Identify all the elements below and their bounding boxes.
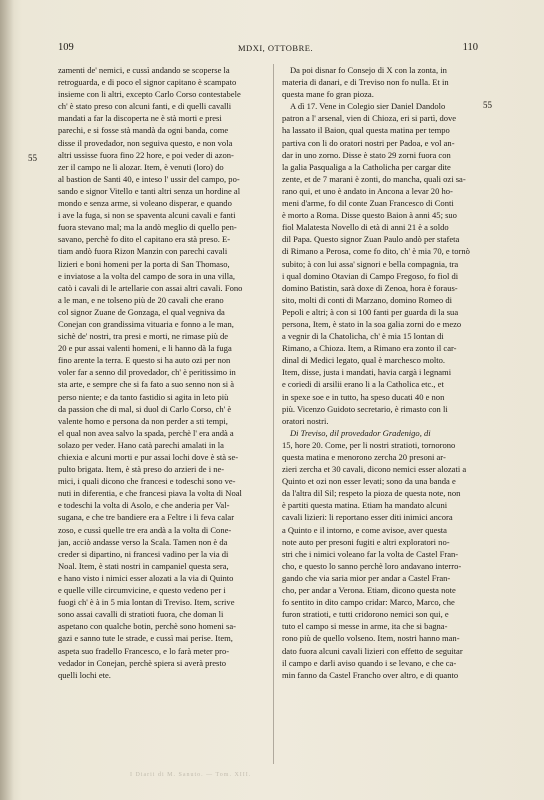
text-line: jan, acciò andasse verso la Scala. Tamen non è da [58,536,228,547]
text-line: tiam andò fuora Rizon Manzin con parechi cavali [58,246,228,257]
text-line: e inviatose a la volta del campo de sora in una villa, [58,270,236,281]
text-line: Di Treviso, dil provedador Gradenigo, di [290,427,431,438]
column-divider [273,64,274,764]
text-line: valente homo e persona da non perder a sti tempi, [58,415,228,426]
text-line: la galia Pasqualiga a la Catholicha per cargar dite [282,161,451,172]
text-line: e todeschi la volta di Asolo, e che anderia per Val- [58,500,230,511]
text-line: sono assai cavalli di stratioti fuora, che doman li [58,609,224,620]
page-number-right: 110 [462,42,478,53]
text-line: catò i cavali di le artellarie con assai altri cavali. Fono [58,282,243,293]
text-line: zente, et de 7 marani è zonti, do mancha, quali ozi sa- [282,173,466,184]
text-line: tuto el campo si messe in arme, ita che si bagna- [282,621,448,632]
text-line: e coriedi di arsilii erano li a la Catholica etc., et [282,379,444,390]
text-line: sta arte, e sempre che si fa fato a suo senno non si à [58,379,235,390]
text-line: di Rimano a Perosa, come fo dito, ch' è mia 70, e tornò [282,246,470,257]
text-line: è partiti questa matina. Etiam ha mandato alcuni [282,500,448,511]
text-line: sito, molti di conti di Marzano, domino Romeo di [282,294,452,305]
text-line: partiva con li do oratori nostri per Padoa, e vol an- [282,137,455,148]
text-line: fo sentito in dito campo cridar: Marco, Marco, che [282,597,455,608]
footer-bleedthrough: I Diarii di M. Sanuto. — Tom. XIII. [130,772,252,778]
text-line: rono più de quello volseno. Item, nostri hanno man- [282,633,460,644]
text-line: solazo per veder. Hano catà parechi amalati in la [58,439,224,450]
text-line: furon stratioti, e tutti cridorono nemici son qui, e [282,609,449,620]
text-line: fiol Malatesta Novello di età di anni 21 è a soldo [282,222,449,233]
text-line: domino Batistin, sarà doxe di Zenoa, hora è foraus- [282,282,458,293]
text-line: questa matina e menorono zercha 20 presoni ar- [282,452,446,462]
text-line: 15, hore 20. Come, per li nostri stratioti, tornorono [282,439,456,450]
page-header [58,42,478,58]
text-line: i ave la fuga, si non se spaventa alcuni cavali e fanti [58,210,236,221]
text-line: disse il provedador, non seguiva questo, e non vola [58,137,233,148]
text-line: fuora stevano mal; ma la andò meglio di quello pen- [58,222,237,233]
text-line: Pepoli e altri; à con si 100 fanti per guarda di la sua [282,306,459,317]
text-line: zer il campo ne li alozar. Item, è venuti (loro) do [58,161,224,172]
left-text-column [58,64,266,681]
text-line: aspeta suo fradello Francesco, e lo farà meter pro- [58,645,230,656]
text-line: note auto per presoni fugiti e altri exploratori no- [282,536,450,547]
text-line: pulto brigata. Item, è stà preso do arzieri de i ne- [58,464,225,475]
text-line: cho, per andar a Verona. Etiam, dicono questa note [282,585,456,596]
margin-number-right: 55 [483,100,492,110]
text-line: dato fuora alcuni cavali lizieri con effetto de seguitar [282,645,463,656]
text-line: al bastion de Santi 40, e inteso l' ussir del campo, po- [58,173,240,184]
text-line: Da poi disnar fo Consejo di X con la zonta, in [290,65,447,75]
text-line: Quinto et ozi non esser levati; sono da una banda e [282,476,456,487]
text-line: e hano visto i nimici esser alozati a la via di Quinto [58,572,234,583]
text-line: materia di danari, e di Treviso non fo nulla. Et in [282,77,449,88]
text-line: Conejan con grandissima vituaria e fonno a le man, [58,318,234,329]
text-line: el qual non avea salvo la spada, perchè l' era andà a [58,427,234,438]
text-line: dil Papa. Questo signor Zuan Paulo andò per stafeta [282,234,460,245]
text-line: fino arente la terra. E questo si ha auto ozi per non [58,355,231,366]
text-line: dar in uno zorno. Disse è stato 29 zorni fuora con [282,149,451,160]
text-line: vedador in Conejan, perchè spiera si averà presto [58,657,227,668]
text-line: gazi e sanno tute le strade, e cussì mai perise. Item, [58,633,233,644]
text-line: min fanno da Castel Francho over altro, e di quanto [282,669,459,680]
text-line: Noal. Item, è stati nostri in campaniel questa sera, [58,560,229,571]
text-line: parechi, e si fosse stà mandà da ogni banda, come [58,125,229,136]
text-line: i qual domino Otavian di Campo Fregoso, fo fiol di [282,270,459,281]
text-line: a Quinto e il intorno, e come avisoe, aver questa [282,524,447,535]
text-line: zoso, e cussì quelle tre era andà a la volta di Cone- [58,524,232,535]
text-line: lizieri e boni homeni per la porta di San Thomaso, [58,258,230,269]
text-line: aspetano con qualche botin, perchè sono homeni sa- [58,621,237,632]
text-line: sando e signor Vitello e tanti altri senza un hordine al [58,185,241,196]
text-line: ha lassato il Baion, qual questa matina per tempo [282,125,450,136]
text-line: voler far a senno dil provedador, ch' è peritissimo in [58,367,236,378]
text-line: savano, perchè fo dito el capitano era stà preso. E- [58,234,231,245]
text-line: rano qui, et uno è andato in Ancona a levar 20 ho- [282,185,453,196]
text-line: e quelle ville circumvicine, e questo vedeno per i [58,585,226,596]
text-line: cho, e questo lo sanno perchè loro andavano interro- [282,560,462,571]
text-line: creder si dipartino, ni francesi vadino per la via di [58,548,229,559]
text-line: Rimano, a Chioza. Item, a Rimano era zonto il car- [282,343,457,354]
text-line: dinal di Medici legato, qual è marchesco molto. [282,355,446,366]
text-line: cavali lizieri: li reportano esser diti inimici ancora [282,512,453,523]
text-line: sugana, e che tre bandiere era a Feltre i li feva calar [58,512,235,523]
binding-shadow [0,0,14,800]
text-line: mondo e senza arme, si voleano disperar, e quando [58,198,232,209]
text-line: a le man, e ne tolseno più de 20 cavali che erano [58,294,224,305]
text-line: insieme con li altri, excepto Carlo Corso contestabele [58,89,241,100]
text-line: è morto a Roma. Disse questo Baion à anni 45; suo [282,210,457,221]
text-line: da l'altra dil Sil; respeto la pioza de questa note, non [282,488,461,499]
text-line: gando che via saria mior per andar a Castel Fran- [282,572,451,583]
text-line: quelli lochi ete. [58,669,111,680]
text-line: col signor Zuane de Gonzaga, el qual vegniva da [58,306,225,317]
text-line: da passion che di mal, si duol di Carlo Corso, ch' è [58,403,232,414]
text-line: zamenti de' nemici, e cussì andando se scoperse la [58,65,230,75]
text-line: chiexia e alcuni morti e pur assai lochi dove è stà se- [58,452,239,462]
text-line: mici, i quali dicono che francesi e todeschi sono ve- [58,476,236,487]
text-line: Item, disse, justa i mandati, havia cargà i legnami [282,367,452,378]
text-line: zieri zercha et 30 cavali, dicono nemici esser alozati a [282,464,467,475]
text-line: A dì 17. Vene in Colegio sier Daniel Dandolo [290,101,446,112]
text-line: meni d'arme, fo dil conte Zuan Francesco di Conti [282,198,454,209]
text-line: perso niente; e da tanto fastidio si agita in leto più [58,391,229,402]
text-line: patron a l' arsenal, vien di Chioza, eri si partì, dove [282,113,457,124]
text-line: 20 e pur assai valenti homeni, e li hanno dà la fuga [58,343,232,354]
text-line: questa mane fo gran pioza. [282,89,374,100]
text-line: mandati a far la discoperta ne è stà morti e presi [58,113,222,124]
right-text-column [282,64,478,681]
text-line: fuogi ch' è à in 5 mia lontan di Treviso. Item, scrive [58,597,235,608]
page-number-left: 109 [58,42,74,53]
text-line: in spexe soe e in tutto, ha speso ducati 40 e non [282,391,445,402]
text-line: nuti in diferentia, e che francesi piava la volta di Noal [58,488,242,499]
text-line: a vegnir di la Chatolicha, ch' è mia 15 lontan di [282,331,444,342]
text-line: oratori nostri. [282,415,329,426]
text-line: altri ussisse fuora fino 22 hore, e poi veder di azon- [58,149,234,160]
text-line: subito; à con lui assa' signori e bella compagnia, tra [282,258,459,269]
margin-number-left: 55 [28,153,37,163]
text-line: sichè de' nostri, tra presi e morti, ne rimase più de [58,331,229,342]
running-title: MDXI, OTTOBRE. [238,43,314,53]
text-line: stri che i nimici voleano far la volta de Castel Fran- [282,548,459,559]
text-line: persona, Item, è stato in la soa galia zorni do e mezo [282,318,462,329]
text-line: il campo e darli aviso quando i se levano, e che ca- [282,657,457,668]
text-line: più. Vicenzo Guidoto secretario, è rimasto con li [282,403,448,414]
text-line: ch' è stato preso con alcuni fanti, e di quelli cavalli [58,101,232,112]
text-line: retroguarda, e di poco el signor capitano è scampato [58,77,237,88]
